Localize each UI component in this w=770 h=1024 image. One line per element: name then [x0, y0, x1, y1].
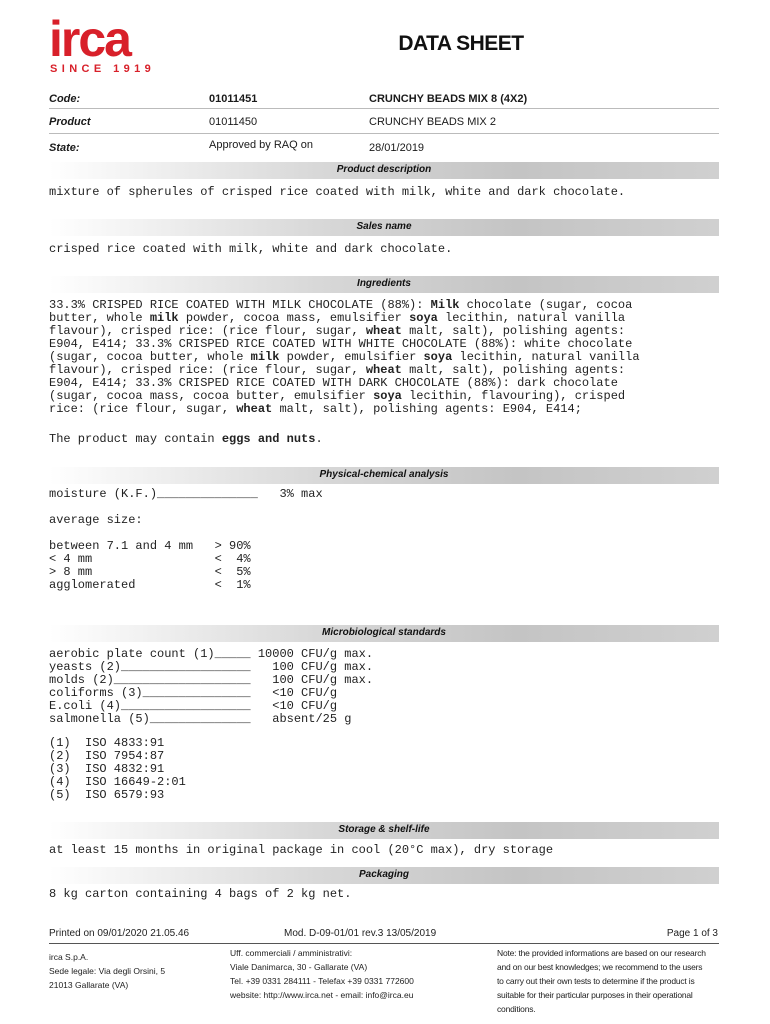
allergen: soya — [409, 311, 438, 325]
disclaimer-note: Note: the provided informations are based on our research and on our best knowledges; we recommend to the users to carry out their own tests to determine if the product is suitable for their particular purposes in their operational conditions. — [497, 948, 706, 1014]
micro-table — [49, 648, 373, 726]
allergen: soya — [423, 350, 453, 364]
allergen: wheat — [365, 363, 402, 377]
iso-reference: (1) ISO 4833:91 — [49, 736, 165, 750]
irca-logo: irca — [49, 11, 130, 67]
company-address: irca S.p.A. Sede legale: Via degli Orsini, 5 21013 Gallarate (VA) — [49, 952, 166, 990]
iso-reference: (5) ISO 6579:93 — [49, 788, 165, 802]
allergen: milk — [250, 350, 280, 364]
ingredient-text: flavour), crisped rice: (rice flour, sugar, — [49, 324, 366, 338]
micro-row: molds (2)___________________ 100 CFU/g max. — [49, 673, 374, 687]
micro-row: aerobic plate count (1)_____ 10000 CFU/g max. — [49, 647, 374, 661]
sales-name-text: crisped rice coated with milk, white and dark chocolate. — [49, 242, 453, 256]
divider — [49, 133, 719, 134]
allergen: wheat — [236, 402, 273, 416]
size-distribution — [49, 540, 251, 592]
section-header-description: Product description — [49, 162, 719, 179]
product-row — [49, 111, 719, 135]
ingredient-text: flavour), crisped rice: (rice flour, sugar, — [49, 363, 366, 377]
ingredient-line — [49, 403, 640, 416]
micro-row: coliforms (3)_______________ <10 CFU/g — [49, 686, 338, 700]
allergen: Milk — [430, 298, 460, 312]
packaging-text: 8 kg carton containing 4 bags of 2 kg net. — [49, 887, 352, 901]
ingredient-text: E904, E414; 33.3% CRISPED RICE COATED WITH WHITE CHOCOLATE (88%): white chocolate — [49, 337, 633, 351]
product-value: 01011450 — [209, 116, 258, 128]
ingredient-text: rice: (rice flour, sugar, — [49, 402, 237, 416]
printed-date: Printed on 09/01/2020 21.05.46 — [49, 928, 190, 939]
iso-references — [49, 737, 186, 802]
micro-row: E.coli (4)__________________ <10 CFU/g — [49, 699, 338, 713]
section-header-ingredients: Ingredients — [49, 276, 719, 293]
ingredient-text: 33.3% CRISPED RICE COATED WITH MILK CHOCOLATE (88%): — [49, 298, 431, 312]
allergen: eggs and nuts — [221, 432, 316, 446]
ingredient-text: malt, salt), polishing agents: — [401, 324, 626, 338]
state-date: 28/01/2019 — [369, 142, 425, 154]
ingredient-text: (sugar, cocoa butter, whole — [49, 350, 251, 364]
ingredient-text: lecithin, natural vanilla — [452, 350, 640, 364]
ingredient-line — [49, 433, 323, 446]
ingredient-text: malt, salt), polishing agents: E904, E414; — [272, 402, 582, 416]
product-description: CRUNCHY BEADS MIX 2 — [369, 116, 496, 128]
iso-reference: (4) ISO 16649-2:01 — [49, 775, 186, 789]
code-value: 01011451 — [209, 93, 258, 105]
ingredient-text: powder, emulsifier — [279, 350, 424, 364]
state-value: Approved by RAQ on — [209, 139, 313, 151]
section-header-physical: Physical-chemical analysis — [49, 467, 719, 484]
iso-reference: (2) ISO 7954:87 — [49, 749, 165, 763]
state-label: State: — [49, 142, 80, 154]
state-row — [49, 137, 719, 161]
code-description: CRUNCHY BEADS MIX 8 (4X2) — [369, 93, 528, 105]
allergen: soya — [373, 389, 402, 403]
size-row: < 4 mm < 4% — [49, 552, 251, 566]
page-number: Page 1 of 3 — [666, 928, 718, 939]
micro-row: salmonella (5)______________ absent/25 g — [49, 712, 352, 726]
moisture-row: moisture (K.F.)______________ 3% max — [49, 487, 323, 501]
ingredient-text: (sugar, cocoa mass, cocoa butter, emulsifier — [49, 389, 374, 403]
form-revision: Mod. D-09-01/01 rev.3 13/05/2019 — [284, 928, 437, 939]
average-size-label: average size: — [49, 513, 143, 527]
ingredient-text: lecithin, flavouring), crisped — [401, 389, 626, 403]
size-row: > 8 mm < 5% — [49, 565, 251, 579]
page-title: DATA SHEET — [398, 32, 524, 55]
size-row: agglomerated < 1% — [49, 578, 251, 592]
micro-row: yeasts (2)__________________ 100 CFU/g max. — [49, 660, 374, 674]
section-header-micro: Microbiological standards — [49, 625, 719, 642]
ingredient-text: malt, salt), polishing agents: — [401, 363, 626, 377]
product-label: Product — [49, 116, 91, 128]
ingredient-text: E904, E414; 33.3% CRISPED RICE COATED WITH DARK CHOCOLATE (88%): dark chocolate — [49, 376, 618, 390]
code-label: Code: — [49, 93, 81, 105]
ingredient-text: The product may contain — [49, 432, 222, 446]
ingredient-text: butter, whole — [49, 311, 150, 325]
section-header-packaging: Packaging — [49, 867, 719, 884]
divider — [49, 108, 719, 109]
footer-divider — [49, 943, 719, 944]
size-row: between 7.1 and 4 mm > 90% — [49, 539, 251, 553]
iso-reference: (3) ISO 4832:91 — [49, 762, 165, 776]
allergen: wheat — [365, 324, 402, 338]
section-header-storage: Storage & shelf-life — [49, 822, 719, 839]
ingredient-text: chocolate (sugar, cocoa — [459, 298, 633, 312]
ingredient-text: . — [315, 432, 323, 446]
may-contain-text — [49, 433, 323, 446]
description-text: mixture of spherules of crisped rice coated with milk, white and dark chocolate. — [49, 185, 626, 199]
storage-text: at least 15 months in original package in cool (20°C max), dry storage — [49, 843, 554, 857]
allergen: milk — [149, 311, 179, 325]
ingredient-text: powder, cocoa mass, emulsifier — [178, 311, 410, 325]
section-header-sales-name: Sales name — [49, 219, 719, 236]
office-contacts: Uff. commerciali / amministrativi: Viale Danimarca, 30 - Gallarate (VA) Tel. +39 0331 284111 - Telefax +39 0331 772600 website: http://www.irca.net - email: info@irca.eu — [230, 948, 414, 1000]
ingredient-text: lecithin, natural vanilla — [437, 311, 626, 325]
ingredients-text — [49, 299, 640, 416]
logo-tagline: SINCE 1919 — [50, 63, 156, 75]
